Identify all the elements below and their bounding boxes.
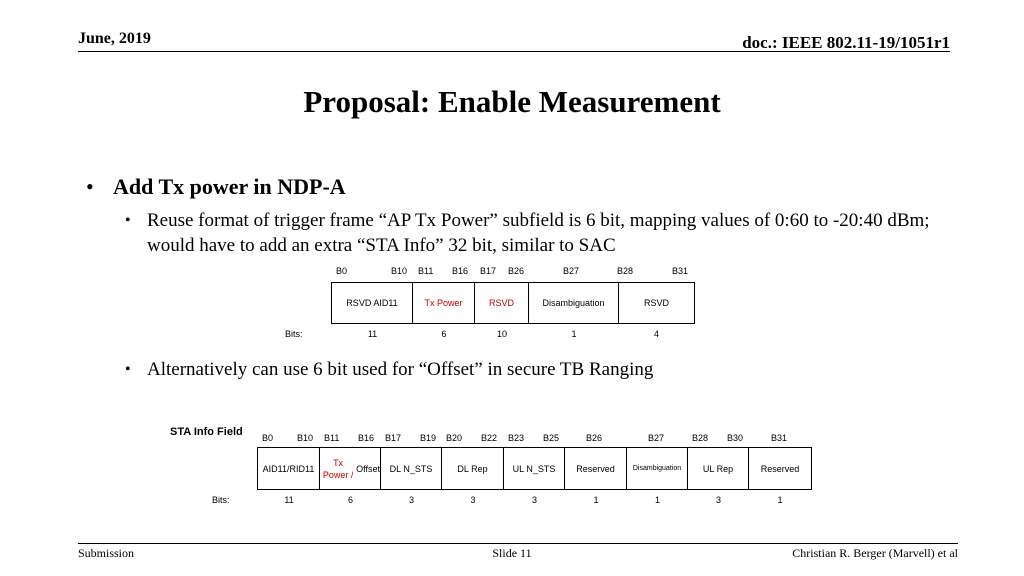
bit-count: 1 bbox=[571, 329, 577, 339]
header-doc-id: doc.: IEEE 802.11-19/1051r1 bbox=[742, 33, 950, 52]
footer-submission: Submission bbox=[78, 546, 135, 560]
field-cell-disambiguation: Disambiguati on bbox=[627, 448, 688, 489]
bit-count: 6 bbox=[441, 329, 447, 339]
field-cell-reserved: Reserved bbox=[760, 463, 800, 474]
bullet-dot-icon: • bbox=[125, 361, 131, 378]
bit-count: 1 bbox=[654, 495, 660, 505]
bit-label: B17 bbox=[480, 266, 497, 276]
field-cell-ul-rep: UL Rep bbox=[688, 448, 749, 489]
bullet-dot-icon: • bbox=[86, 174, 94, 199]
bullet-sub-2-text: Alternatively can use 6 bit used for “Offset” in secure TB Ranging bbox=[147, 359, 654, 380]
bullet-main-text: Add Tx power in NDP-A bbox=[113, 174, 346, 199]
field-cell-dl-rep: DL Rep bbox=[442, 448, 504, 489]
bit-count: 4 bbox=[653, 329, 659, 339]
field-row bbox=[331, 282, 695, 324]
bit-count: 6 bbox=[347, 495, 353, 505]
footer-author: Christian R. Berger (Marvell) et al bbox=[792, 546, 958, 560]
bit-count: 10 bbox=[496, 329, 507, 339]
bit-label: B10 bbox=[297, 433, 314, 443]
bullet-dot-icon: • bbox=[125, 212, 131, 229]
bit-label: B17 bbox=[385, 433, 402, 443]
bullet-sub-1 bbox=[125, 208, 937, 258]
bit-label: B31 bbox=[672, 266, 689, 276]
bit-label: B28 bbox=[617, 266, 634, 276]
bullet-sub-1-text: Reuse format of trigger frame “AP Tx Power” subfield is 6 bit, mapping values of 0:60 to -20:40 dBm; would have to add an extra “STA Info” 32 bit, similar to SAC bbox=[147, 210, 930, 256]
field-cell-rsvd: RSVD bbox=[475, 283, 529, 323]
field-cell-dl-n-sts: DL N_STS bbox=[381, 448, 442, 489]
header-divider bbox=[78, 51, 950, 52]
bit-label: B22 bbox=[481, 433, 498, 443]
sta-info-field-row bbox=[257, 447, 812, 490]
field-cell-tx-power-offset: Tx Power / Offset bbox=[320, 448, 381, 489]
bit-label: B28 bbox=[692, 433, 709, 443]
footer-divider bbox=[78, 543, 958, 544]
slide-title: Proposal: Enable Measurement bbox=[303, 84, 721, 119]
field-cell-rsvd: RSVD bbox=[643, 298, 669, 308]
footer-slide-number: Slide 11 bbox=[492, 546, 532, 560]
bit-label: B19 bbox=[420, 433, 437, 443]
bit-label: B25 bbox=[543, 433, 560, 443]
sta-info-field-title: STA Info Field bbox=[170, 426, 243, 438]
bit-label: B31 bbox=[771, 433, 788, 443]
field-cell-rsvd-aid11: RSVD AID11 bbox=[332, 283, 413, 323]
bits-label: Bits: bbox=[285, 329, 303, 339]
bit-count: 3 bbox=[531, 495, 537, 505]
bit-count: 1 bbox=[593, 495, 599, 505]
bit-label: B27 bbox=[648, 433, 665, 443]
bit-count: 1 bbox=[777, 495, 783, 505]
bit-label: B30 bbox=[727, 433, 744, 443]
field-cell-reserved: Reserved bbox=[565, 448, 627, 489]
bits-label: Bits: bbox=[212, 495, 230, 505]
bit-count: 11 bbox=[284, 495, 294, 505]
field-cell-ul-n-sts: UL N_STS bbox=[504, 448, 565, 489]
bullet-sub-2 bbox=[125, 357, 847, 382]
bit-count: 3 bbox=[470, 495, 476, 505]
bit-label: B16 bbox=[452, 266, 469, 276]
field-cell-disambiguation: Disambiguation bbox=[529, 283, 619, 323]
bit-label: B0 bbox=[336, 266, 348, 276]
bit-label: B26 bbox=[586, 433, 603, 443]
bit-label: B23 bbox=[508, 433, 525, 443]
header-date: June, 2019 bbox=[78, 30, 151, 47]
bit-label: B10 bbox=[391, 266, 408, 276]
bit-label: B27 bbox=[563, 266, 580, 276]
field-cell-tx-power: Tx Power bbox=[413, 283, 475, 323]
bit-count: 3 bbox=[715, 495, 721, 505]
bit-label: B20 bbox=[446, 433, 463, 443]
bit-count: 3 bbox=[408, 495, 414, 505]
bit-label: B16 bbox=[358, 433, 375, 443]
bit-label: B26 bbox=[508, 266, 525, 276]
bit-count: 11 bbox=[367, 329, 378, 339]
bit-label: B11 bbox=[324, 433, 340, 443]
bullet-main bbox=[86, 174, 346, 200]
bit-label: B11 bbox=[418, 266, 434, 276]
bit-label: B0 bbox=[262, 433, 274, 443]
field-cell-aid11-rid11: AID11/ RID11 bbox=[258, 448, 320, 489]
